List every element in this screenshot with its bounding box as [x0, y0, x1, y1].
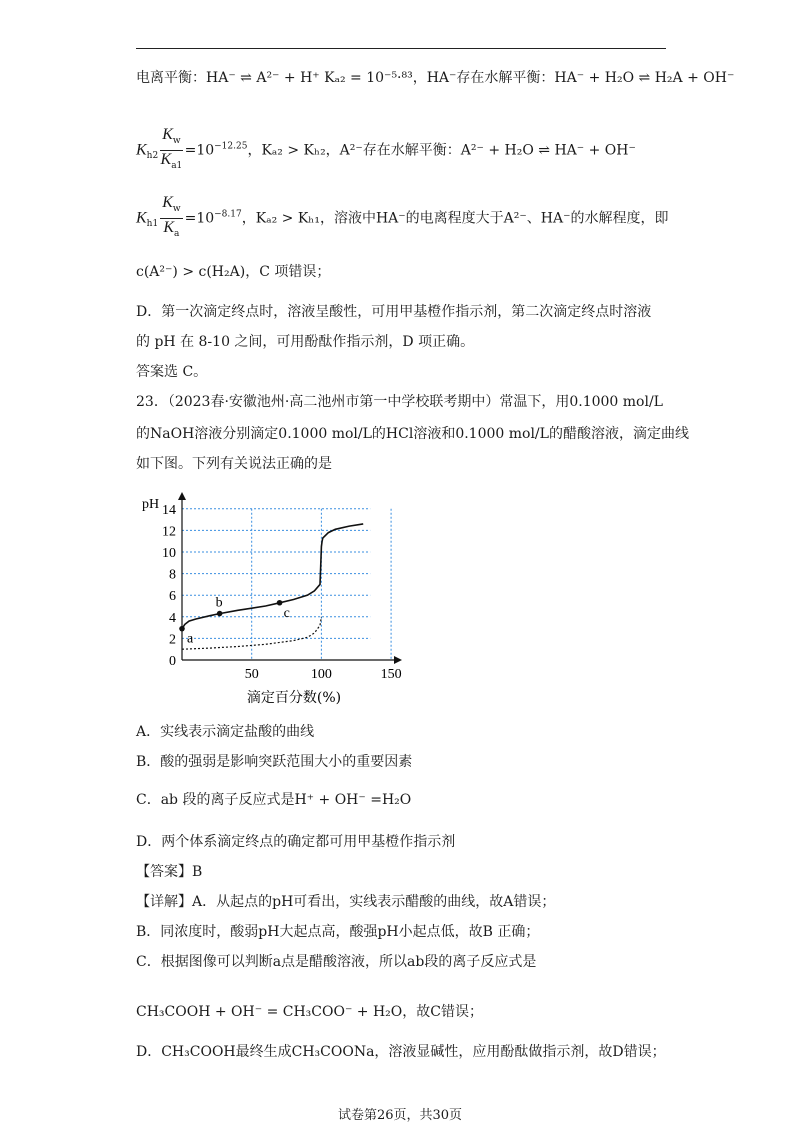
y-tick-label-6: 6	[169, 589, 176, 605]
option-d: D．两个体系滴定终点的确定都可用甲基橙作指示剂	[136, 834, 456, 850]
x-axis-label: 滴定百分数(%)	[246, 690, 342, 706]
text-line-answer-prev: 答案选 C。	[136, 364, 208, 380]
explanation-a: 【详解】A．从起点的pH可看出，实线表示醋酸的曲线，故A错误；	[136, 894, 556, 910]
x-axis-arrow	[394, 656, 402, 664]
explanation-c: C．根据图像可以判断a点是醋酸溶液，所以ab段的离子反应式是	[136, 954, 537, 970]
text-line-d1: D．第一次滴定终点时，溶液呈酸性，可用甲基橙作指示剂，第二次滴定终点时溶液	[136, 304, 652, 320]
option-b: B．酸的强弱是影响突跃范围大小的重要因素	[136, 754, 413, 770]
option-a: A．实线表示滴定盐酸的曲线	[136, 724, 315, 740]
text-line-kh2: $K_{h2}$ $\frac{K_w}{K_{a1}}$ $=10^{-12.25}$，Kₐ₂ > Kₕ₂，A²⁻存在水解平衡：A²⁻ + H₂O ⇌ HA⁻ + OH⁻	[136, 126, 636, 175]
text-line-d2: 的 pH 在 8-10 之间，可用酚酞作指示剂，D 项正确。	[136, 334, 475, 350]
titration-chart	[136, 488, 416, 710]
page-footer: 试卷第26页，共30页	[337, 1108, 463, 1123]
series-solid-curve	[182, 524, 363, 629]
y-axis-arrow	[178, 492, 186, 500]
x-tick-label-50: 50	[244, 667, 259, 682]
point-a	[179, 626, 185, 632]
top-rule	[136, 48, 666, 49]
x-tick-label-150: 150	[380, 667, 402, 682]
explanation-b: B．同浓度时，酸弱pH大起点高，酸强pH小起点低，故B 正确；	[136, 924, 540, 940]
text-line-conclusion-c: c(A²⁻) > c(H₂A)，C 项错误；	[136, 264, 331, 280]
y-tick-label-0: 0	[169, 654, 176, 669]
x-tick-label-100: 100	[310, 667, 332, 682]
question-23-line3: 如下图。下列有关说法正确的是	[136, 456, 332, 472]
point-b	[217, 611, 223, 617]
point-c	[277, 600, 283, 606]
y-axis-label: pH	[142, 497, 160, 512]
y-tick-label-10: 10	[162, 546, 176, 561]
point-label-a: a	[187, 631, 194, 647]
explanation-c-equation: CH₃COOH + OH⁻ = CH₃COO⁻ + H₂O，故C错误；	[136, 1004, 483, 1020]
y-tick-label-2: 2	[169, 632, 176, 648]
kw-over-ka-fraction: $\frac{K_w}{K_a}$	[162, 194, 181, 239]
text-line-kh1: $K_{h1}$ $\frac{K_w}{K_a}$ $=10^{-8.17}$，Kₐ₂ > Kₕ₁，溶液中HA⁻的电离程度大于A²⁻、HA⁻的水解程度，即	[136, 194, 669, 243]
question-23-line1: 23．（2023春·安徽池州·高二池州市第一中学校联考期中）常温下，用0.1000 mol/L	[136, 394, 663, 410]
explanation-d: D．CH₃COOH最终生成CH₃COONa，溶液显碱性，应用酚酞做指示剂，故D错误；	[136, 1044, 666, 1060]
y-tick-label-4: 4	[169, 610, 176, 626]
y-tick-label-8: 8	[169, 567, 176, 583]
option-c: C．ab 段的离子反应式是H⁺ + OH⁻ =H₂O	[136, 792, 412, 808]
point-label-b: b	[215, 595, 223, 611]
question-23-line2: 的NaOH溶液分别滴定0.1000 mol/L的HCl溶液和0.1000 mol/L的醋酸溶液，滴定曲线	[136, 426, 689, 442]
kw-over-ka1-fraction: $\frac{K_w}{K_{a1}}$	[160, 126, 183, 171]
answer-label: 【答案】B	[136, 864, 203, 880]
titration-chart-svg	[136, 488, 416, 710]
y-tick-label-14: 14	[162, 502, 176, 518]
y-tick-label-12: 12	[162, 524, 176, 540]
point-label-c: c	[283, 605, 290, 621]
text-line-ionization: 电离平衡：HA⁻ ⇌ A²⁻ + H⁺ Kₐ₂ = 10⁻⁵·⁸³，HA⁻存在水解平衡：HA⁻ + H₂O ⇌ H₂A + OH⁻	[136, 70, 735, 86]
